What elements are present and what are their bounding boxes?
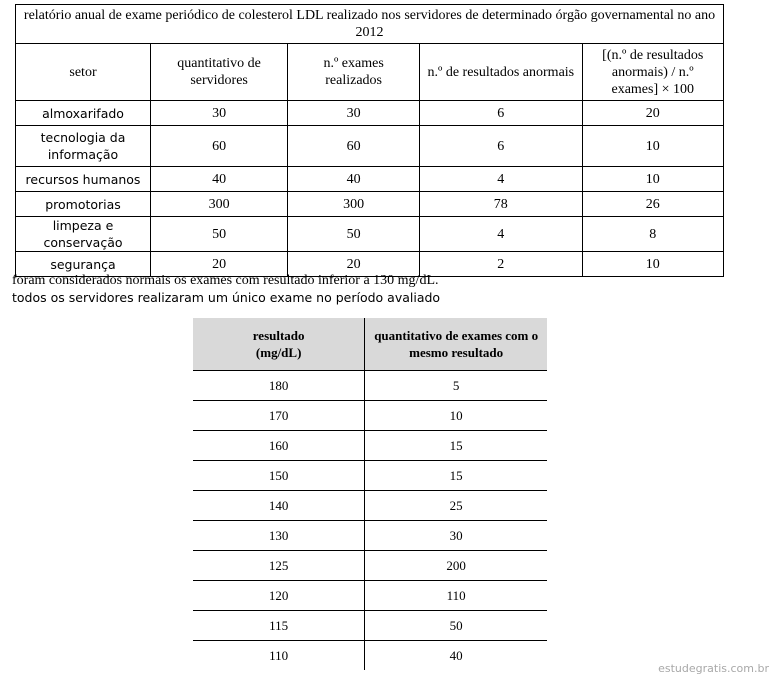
cell-count: 15: [365, 461, 547, 491]
table-row: [193, 401, 547, 431]
cell-abnormal: 78: [420, 192, 582, 217]
note-single-exam: todos os servidores realizaram um único exame no período avaliado: [12, 290, 441, 305]
cell-count: 5: [365, 371, 547, 401]
cell-count: 200: [365, 551, 547, 581]
cell-result: 180: [193, 371, 365, 401]
cell-ratio: 20: [582, 101, 723, 126]
cell-result: 120: [193, 581, 365, 611]
cell-staff: 40: [151, 167, 288, 192]
cell-result: 170: [193, 401, 365, 431]
cell-abnormal: 6: [420, 101, 582, 126]
table-row: [193, 431, 547, 461]
table-row: [193, 461, 547, 491]
cell-staff: 300: [151, 192, 288, 217]
header-sector: setor: [16, 44, 151, 101]
cell-count: 50: [365, 611, 547, 641]
cell-sector: limpeza e conservação: [16, 217, 151, 252]
cell-result: 160: [193, 431, 365, 461]
table-row: [193, 491, 547, 521]
header-result-unit: (mg/dL): [255, 345, 302, 360]
results-distribution-table: [193, 318, 547, 670]
cell-exams: 300: [288, 192, 420, 217]
table-row: [16, 217, 724, 252]
ldl-report-table: [15, 4, 724, 277]
cell-exams: 30: [288, 101, 420, 126]
table-row: [193, 371, 547, 401]
table-row: [16, 126, 724, 167]
header-exams-done: n.º exames realizados: [288, 44, 420, 101]
table-row: [16, 192, 724, 217]
cell-exams: 60: [288, 126, 420, 167]
cell-result: 130: [193, 521, 365, 551]
cell-abnormal: 4: [420, 167, 582, 192]
cell-ratio: 10: [582, 252, 723, 277]
cell-abnormal: 4: [420, 217, 582, 252]
cell-count: 15: [365, 431, 547, 461]
table-row: [193, 551, 547, 581]
cell-exams: 20: [288, 252, 420, 277]
cell-result: 125: [193, 551, 365, 581]
cell-sector: segurança: [16, 252, 151, 277]
table-row: [16, 167, 724, 192]
cell-count: 25: [365, 491, 547, 521]
cell-staff: 50: [151, 217, 288, 252]
report-title: relatório anual de exame periódico de colesterol LDL realizado nos servidores de determinado órgão governamental no ano 2012: [16, 5, 724, 44]
cell-exams: 50: [288, 217, 420, 252]
cell-result: 150: [193, 461, 365, 491]
header-abnormal: n.º de resultados anormais: [420, 44, 582, 101]
table-row: [193, 581, 547, 611]
cell-staff: 60: [151, 126, 288, 167]
header-staff-count: quantitativo de servidores: [151, 44, 288, 101]
table-row: [193, 521, 547, 551]
cell-sector: promotorias: [16, 192, 151, 217]
cell-result: 140: [193, 491, 365, 521]
site-watermark: estudegratis.com.br: [658, 662, 769, 675]
cell-ratio: 10: [582, 126, 723, 167]
cell-count: 110: [365, 581, 547, 611]
cell-ratio: 10: [582, 167, 723, 192]
cell-sector: almoxarifado: [16, 101, 151, 126]
table-row: [193, 611, 547, 641]
cell-ratio: 26: [582, 192, 723, 217]
cell-count: 10: [365, 401, 547, 431]
cell-sector: tecnologia da informação: [16, 126, 151, 167]
cell-result: 115: [193, 611, 365, 641]
note-normal-threshold: foram considerados normais os exames com resultado inferior a 130 mg/dL.: [12, 273, 439, 288]
cell-abnormal: 6: [420, 126, 582, 167]
cell-sector: recursos humanos: [16, 167, 151, 192]
cell-abnormal: 2: [420, 252, 582, 277]
table-row: [193, 641, 547, 671]
table-row: [16, 101, 724, 126]
cell-count: 40: [449, 647, 463, 663]
cell-result: 110: [193, 641, 365, 671]
cell-exams: 40: [288, 167, 420, 192]
cell-ratio: 8: [582, 217, 723, 252]
cell-staff: 30: [151, 101, 288, 126]
cell-staff: 20: [151, 252, 288, 277]
cell-count: 30: [365, 521, 547, 551]
header-result-label: resultado: [252, 328, 305, 343]
header-exam-count: quantitativo de exames com o mesmo resultado: [365, 318, 547, 371]
header-result: [193, 318, 365, 371]
header-ratio: [(n.º de resultados anormais) / n.º exames] × 100: [582, 44, 723, 101]
